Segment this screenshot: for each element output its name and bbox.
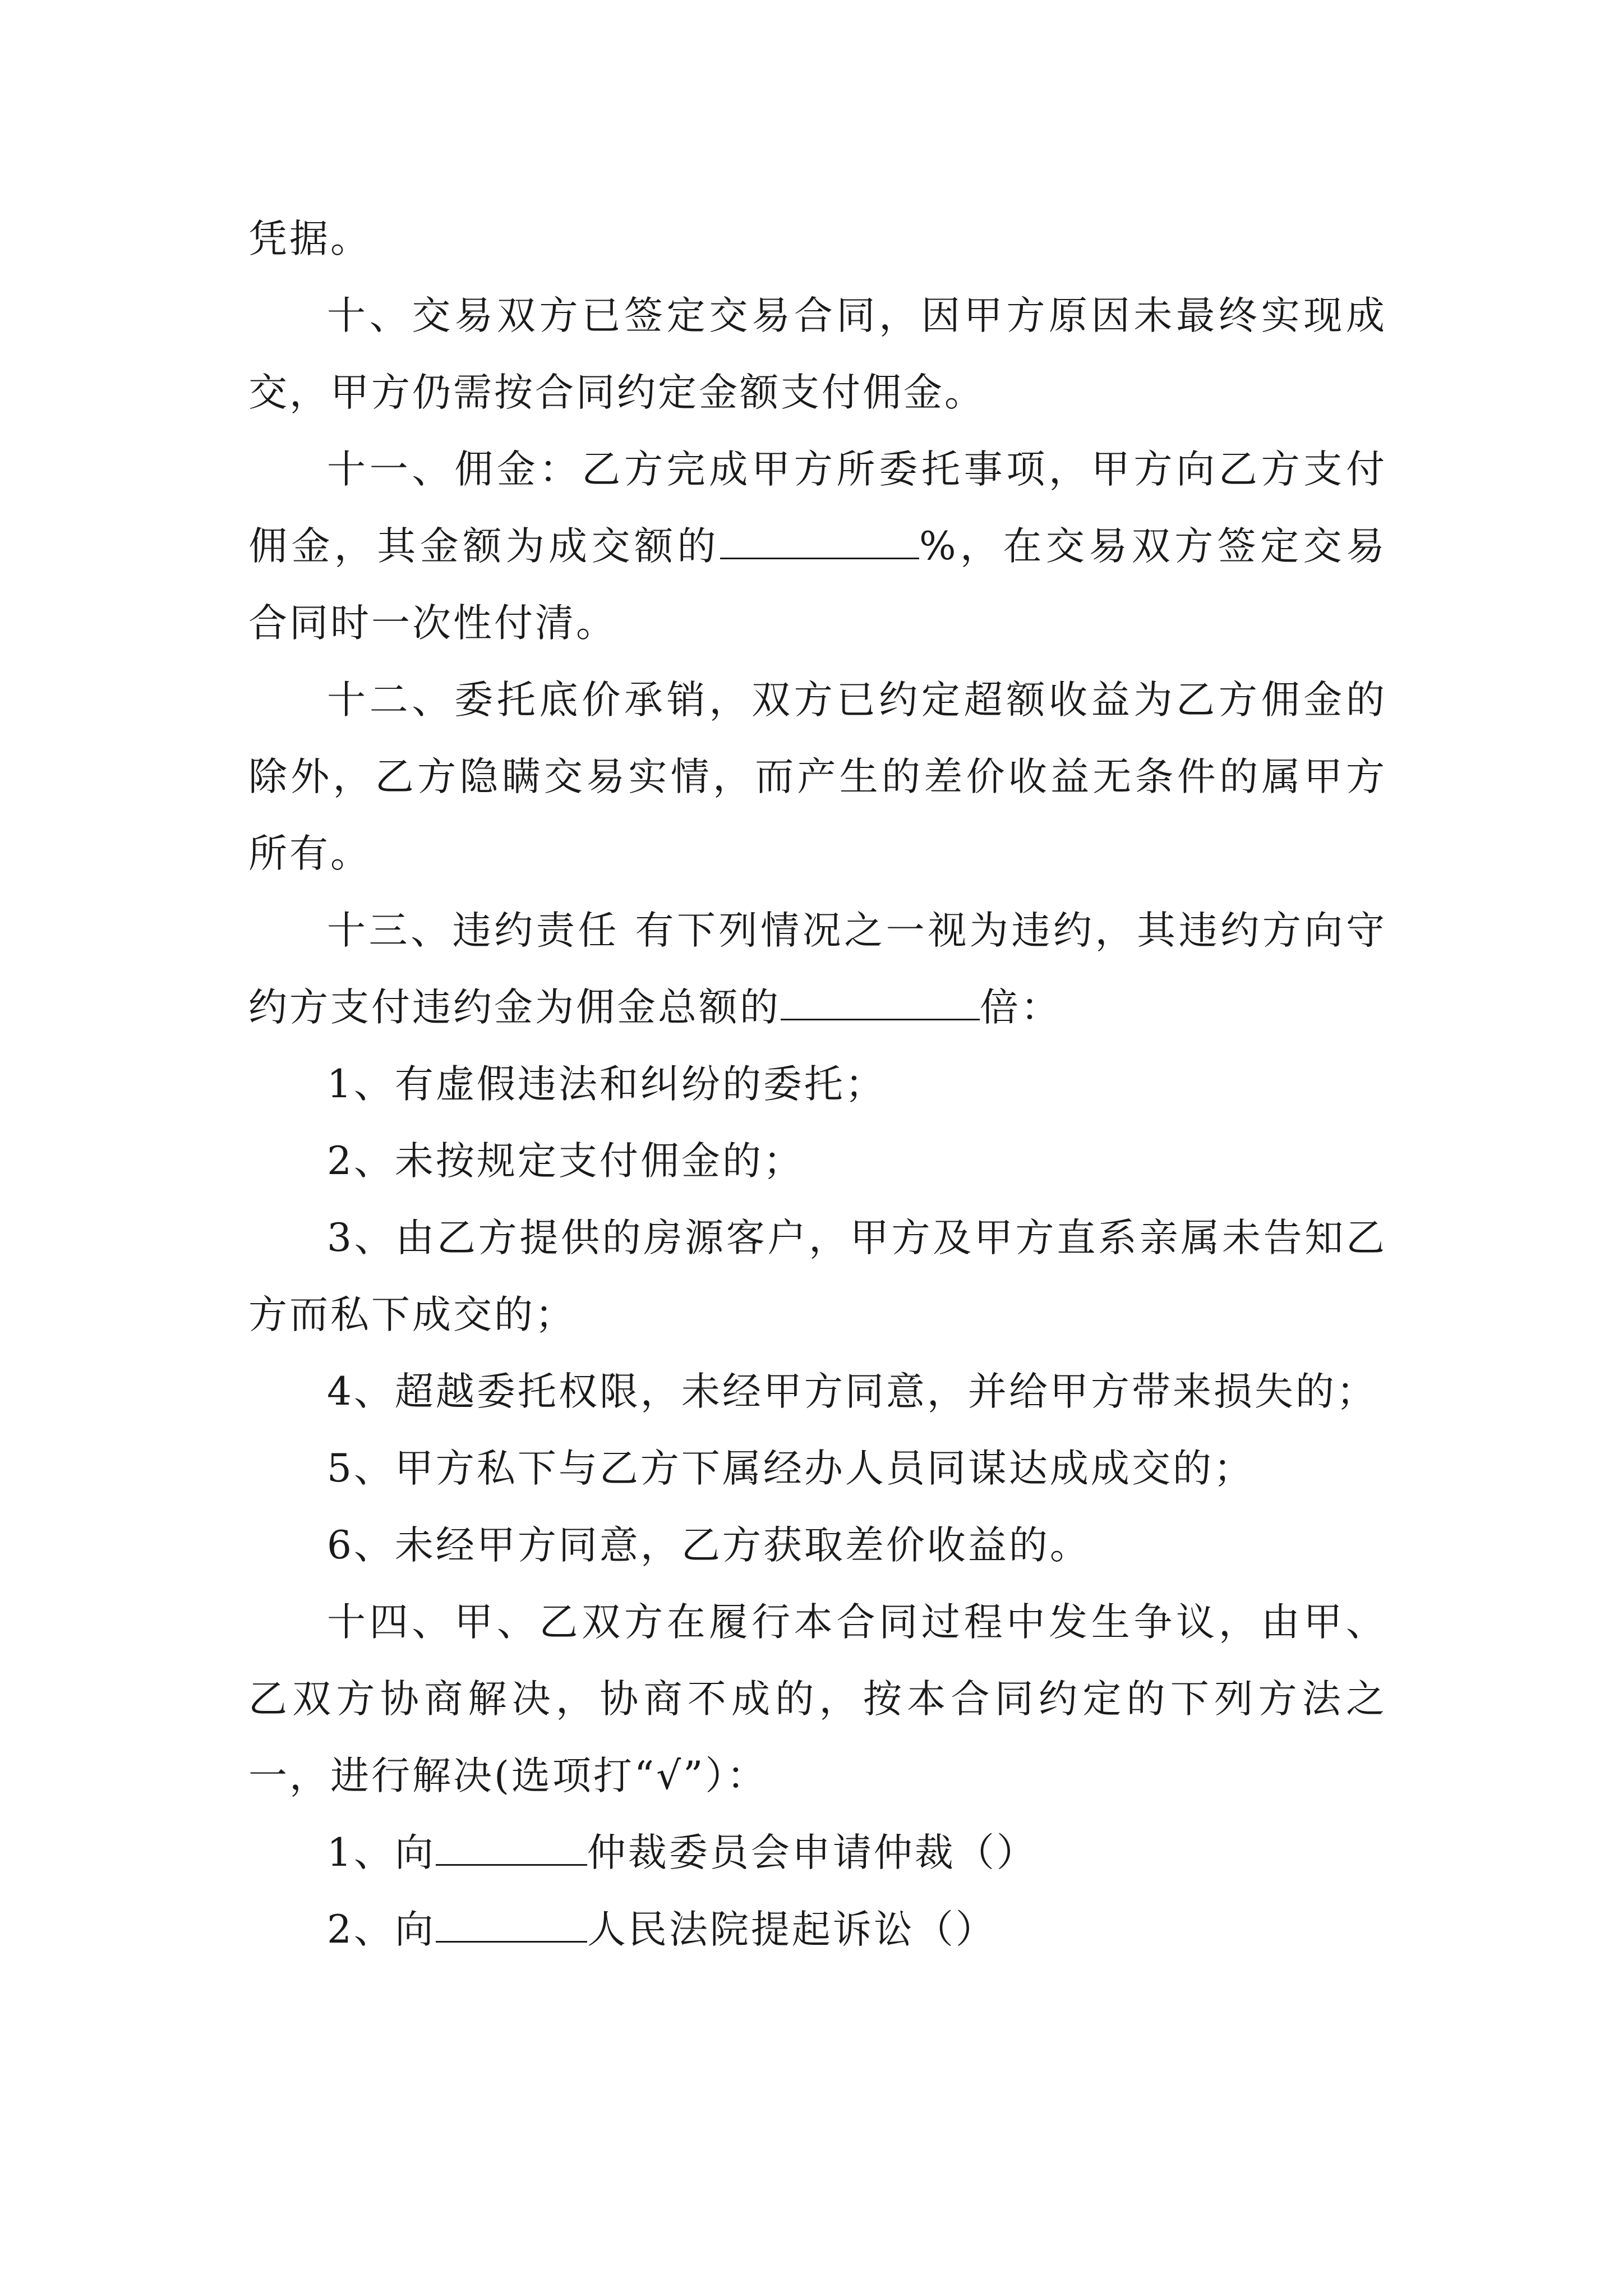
list-item xyxy=(248,1200,1387,1354)
list-item xyxy=(248,1123,1387,1200)
clause-text: 十三、违约责任 有下列情况之一视为违约，其违约方向守约方支付违约金为佣金总额的 xyxy=(248,908,1387,1030)
list-item-text: 5、甲方私下与乙方下属经办人员同谋达成成交的； xyxy=(327,1446,1255,1491)
clause-11-commission xyxy=(248,431,1387,662)
option-text: 仲裁委员会申请仲裁（） xyxy=(587,1830,1038,1875)
court-name-blank[interactable] xyxy=(436,1906,587,1943)
list-item xyxy=(248,1430,1387,1507)
dispute-option-arbitration xyxy=(248,1815,1387,1892)
list-item-text: 1、有虚假违法和纠纷的委托； xyxy=(327,1062,886,1107)
paragraph-text: 凭据。 xyxy=(248,217,371,261)
commission-rate-blank[interactable] xyxy=(720,523,919,559)
list-item xyxy=(248,1354,1387,1430)
paragraph-continuation xyxy=(248,201,1387,278)
penalty-multiple-blank[interactable] xyxy=(781,984,980,1020)
list-item-text: 2、未按规定支付佣金的； xyxy=(327,1139,804,1184)
clause-text: 十一、佣金：乙方完成甲方所委托事项，甲方向乙方支付佣金，其金额为成交额的 xyxy=(248,447,1387,569)
list-item-text: 6、未经甲方同意，乙方获取差价收益的。 xyxy=(327,1523,1091,1568)
clause-text: %，在交易双方签定交易合同时一次性付清。 xyxy=(248,524,1387,646)
list-item-text: 4、超越委托权限，未经甲方同意，并给甲方带来损失的； xyxy=(327,1369,1377,1414)
list-item xyxy=(248,1046,1387,1123)
clause-12 xyxy=(248,662,1387,892)
clause-text: 倍： xyxy=(980,985,1062,1030)
clause-10 xyxy=(248,278,1387,431)
clause-14-dispute xyxy=(248,1584,1387,1815)
dispute-option-litigation xyxy=(248,1892,1387,1968)
clause-13-liability xyxy=(248,892,1387,1046)
list-item-text: 3、由乙方提供的房源客户，甲方及甲方直系亲属未告知乙方而私下成交的； xyxy=(248,1216,1387,1337)
clause-text: 十四、甲、乙双方在履行本合同过程中发生争议，由甲、乙双方协商解决，协商不成的，按本合同约定的下列方法之一，进行解决(选项打“√”）： xyxy=(248,1600,1387,1798)
clause-text: 十、交易双方已签定交易合同，因甲方原因未最终实现成交，甲方仍需按合同约定金额支付佣金。 xyxy=(248,293,1387,415)
document-body xyxy=(248,201,1387,1968)
clause-text: 十二、委托底价承销，双方已约定超额收益为乙方佣金的除外，乙方隐瞒交易实情，而产生的差价收益无条件的属甲方所有。 xyxy=(248,678,1387,876)
option-text: 人民法院提起诉讼（） xyxy=(587,1907,997,1952)
list-item xyxy=(248,1507,1387,1584)
option-text: 1、向 xyxy=(327,1830,436,1875)
option-text: 2、向 xyxy=(327,1907,436,1952)
arbitration-committee-blank[interactable] xyxy=(436,1829,587,1866)
